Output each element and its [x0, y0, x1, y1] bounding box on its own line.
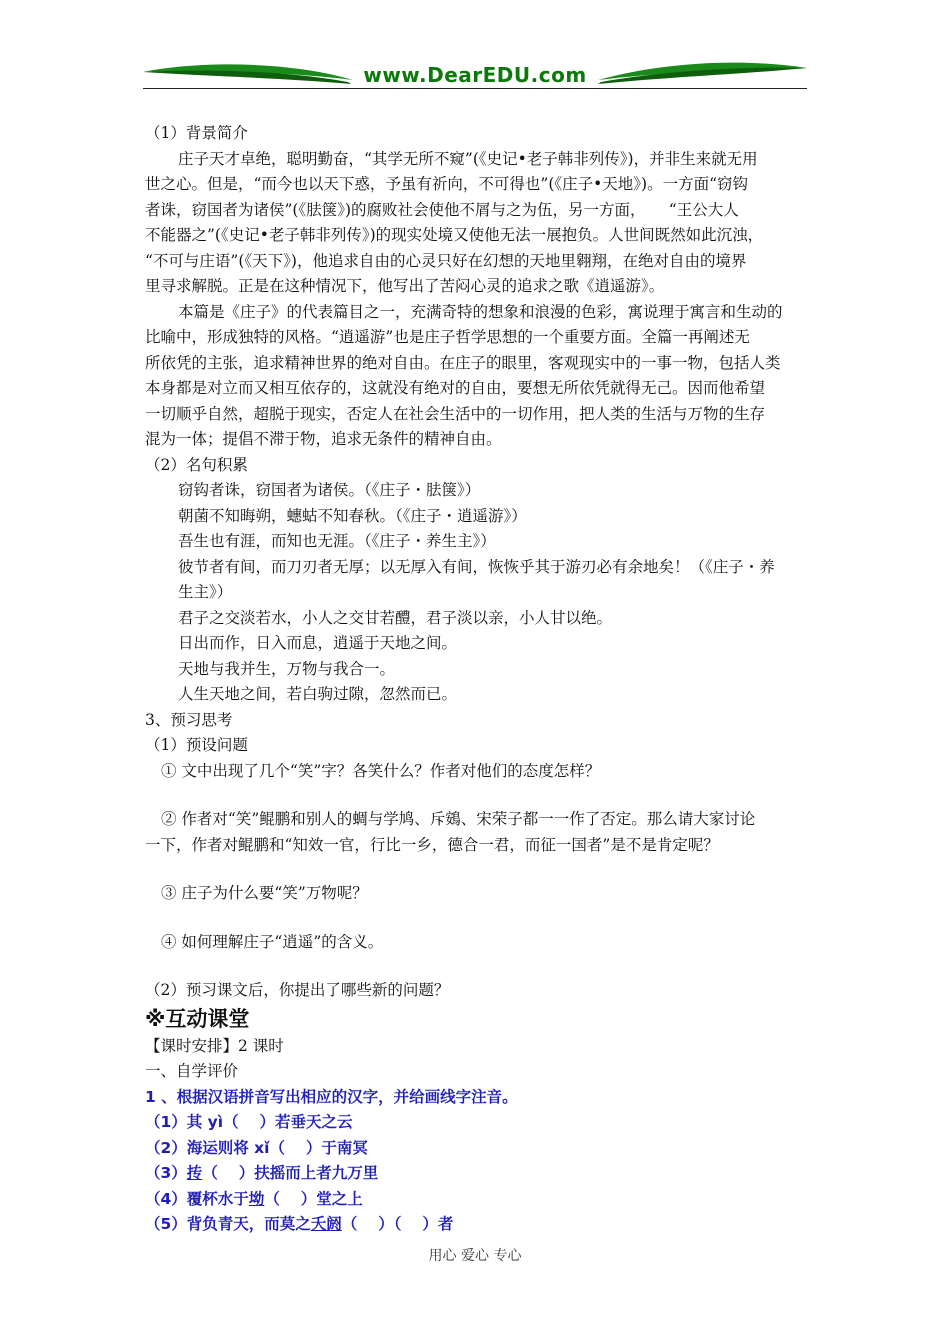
quote-line: 吾生也有涯，而知也无涯。（《庄子・养生主》） — [178, 532, 496, 550]
paragraph-line: 世之心。但是，“而今也以天下惑，予虽有祈向，不可得也”(《庄子•天地》)。一方面“窃钩 — [145, 175, 749, 193]
site-header — [143, 58, 807, 92]
question-1: ① 文中出现了几个“笑”字？各笑什么？作者对他们的态度怎样？ — [161, 761, 601, 780]
item-suffix: （ ）（ ）者 — [341, 1215, 454, 1233]
quote-line: 人生天地之间，若白驹过隙，忽然而已。 — [178, 685, 458, 703]
section-heading: 一、自学评价 — [145, 1062, 239, 1080]
preview-subheading: （1）预设问题 — [145, 736, 248, 754]
header-rule — [143, 88, 807, 89]
classroom-title: ※互动课堂 — [145, 1006, 250, 1031]
item-prefix: （4）覆杯水于 — [145, 1189, 249, 1208]
paragraph-line: 比喻中，形成独特的风格。“逍遥游”也是庄子哲学思想的一个重要方面。全篇一再阐述无 — [145, 328, 750, 346]
paragraph-line: 本篇是《庄子》的代表篇目之一，充满奇特的想象和浪漫的色彩，寓说理于寓言和生动的 — [178, 302, 783, 321]
paragraph-line: 不能器之”(《史记•老子韩非列传》)的现实处境又使他无法一展抱负。人世间既然如此沉浊， — [145, 226, 764, 244]
underlined-char: 抟 — [186, 1164, 203, 1182]
quote-line: 君子之交淡若水，小人之交甘若醴，君子淡以亲，小人甘以绝。 — [178, 608, 613, 627]
background-heading: （1）背景简介 — [145, 124, 248, 142]
exercise-item: （1）其 yì（ ）若垂天之云 — [145, 1113, 353, 1131]
paragraph-line: 混为一体；提倡不滞于物，追求无条件的精神自由。 — [145, 430, 502, 448]
document-body — [145, 121, 815, 1238]
exercise-item: （2）海运则将 xǐ（ ）于南冥 — [145, 1138, 368, 1157]
exercise-item — [145, 1212, 815, 1238]
paragraph-line: 所依凭的主张，追求精神世界的绝对自由。在庄子的眼里，客观现实中的一事一物，包括人类 — [145, 353, 781, 372]
quote-line: 朝菌不知晦朔，蟪蛄不知春秋。（《庄子・逍遥游》） — [178, 506, 527, 525]
quotes-heading: （2）名句积累 — [145, 455, 248, 474]
paragraph-line: 者诛，窃国者为诸侯”(《胠箧》)的腐败社会使他不屑与之为伍，另一方面， “王公大人 — [145, 200, 739, 219]
page-footer: 用心 爱心 专心 — [428, 1248, 522, 1264]
paragraph-line: 里寻求解脱。正是在这种情况下，他写出了苦闷心灵的追求之歌《逍遥游》。 — [145, 277, 665, 295]
question-4: ④ 如何理解庄子“逍遥”的含义。 — [161, 932, 384, 951]
paragraph-line: 本身都是对立而又相互依存的，这就没有绝对的自由，要想无所依凭就得无己。因而他希望 — [145, 379, 766, 397]
exercise-item — [145, 1161, 815, 1187]
underlined-char: 夭阏 — [310, 1215, 342, 1233]
paragraph-line: “不可与庄语”(《天下》)，他追求自由的心灵只好在幻想的天地里翱翔，在绝对自由的境界 — [145, 251, 747, 270]
paragraph-line: 庄子天才卓绝，聪明勤奋，“其学无所不窥”(《史记•老子韩非列传》)，并非生来就无用 — [178, 149, 758, 168]
question-2-cont: 一下，作者对鲲鹏和“知效一官，行比一乡，德合一君，而征一国者”是不是肯定呢？ — [145, 835, 719, 854]
exercise-item — [145, 1187, 815, 1213]
question-2: ② 作者对“笑”鲲鹏和别人的蜩与学鸠、斥鴳、宋荣子都一一作了否定。那么请大家讨论 — [161, 810, 756, 828]
item-prefix: （3） — [145, 1164, 187, 1182]
preview-subheading-2: （2）预习课文后，你提出了哪些新的问题？ — [145, 981, 450, 999]
preview-heading: 3、预习思考 — [145, 710, 233, 729]
exercise-instruction: 1 、根据汉语拼音写出相应的汉字，并给画线字注音。 — [145, 1087, 518, 1106]
item-suffix: （ ）堂之上 — [264, 1189, 363, 1208]
item-prefix: （5）背负青天，而莫之 — [145, 1215, 311, 1233]
quote-line: 日出而作，日入而息，逍遥于天地之间。 — [178, 634, 458, 652]
class-schedule: 【课时安排】2 课时 — [145, 1036, 284, 1055]
quote-line: 彼节者有间，而刀刃者无厚；以无厚入有间，恢恢乎其于游刃必有余地矣！（《庄子・养 — [178, 557, 775, 576]
paragraph-line: 一切顺乎自然，超脱于现实，否定人在社会生活中的一切作用，把人类的生活与万物的生存 — [145, 404, 766, 423]
question-3: ③ 庄子为什么要“笑”万物呢？ — [161, 884, 368, 902]
underlined-char: 坳 — [248, 1189, 265, 1208]
quote-line: 生主》） — [178, 583, 233, 601]
quote-line: 天地与我并生，万物与我合一。 — [178, 659, 396, 678]
item-suffix: （ ）扶摇而上者九万里 — [202, 1164, 379, 1182]
quote-line: 窃钩者诛，窃国者为诸侯。（《庄子・胠箧》） — [178, 481, 481, 499]
site-brand[interactable]: www.DearEDU.com — [363, 63, 587, 87]
